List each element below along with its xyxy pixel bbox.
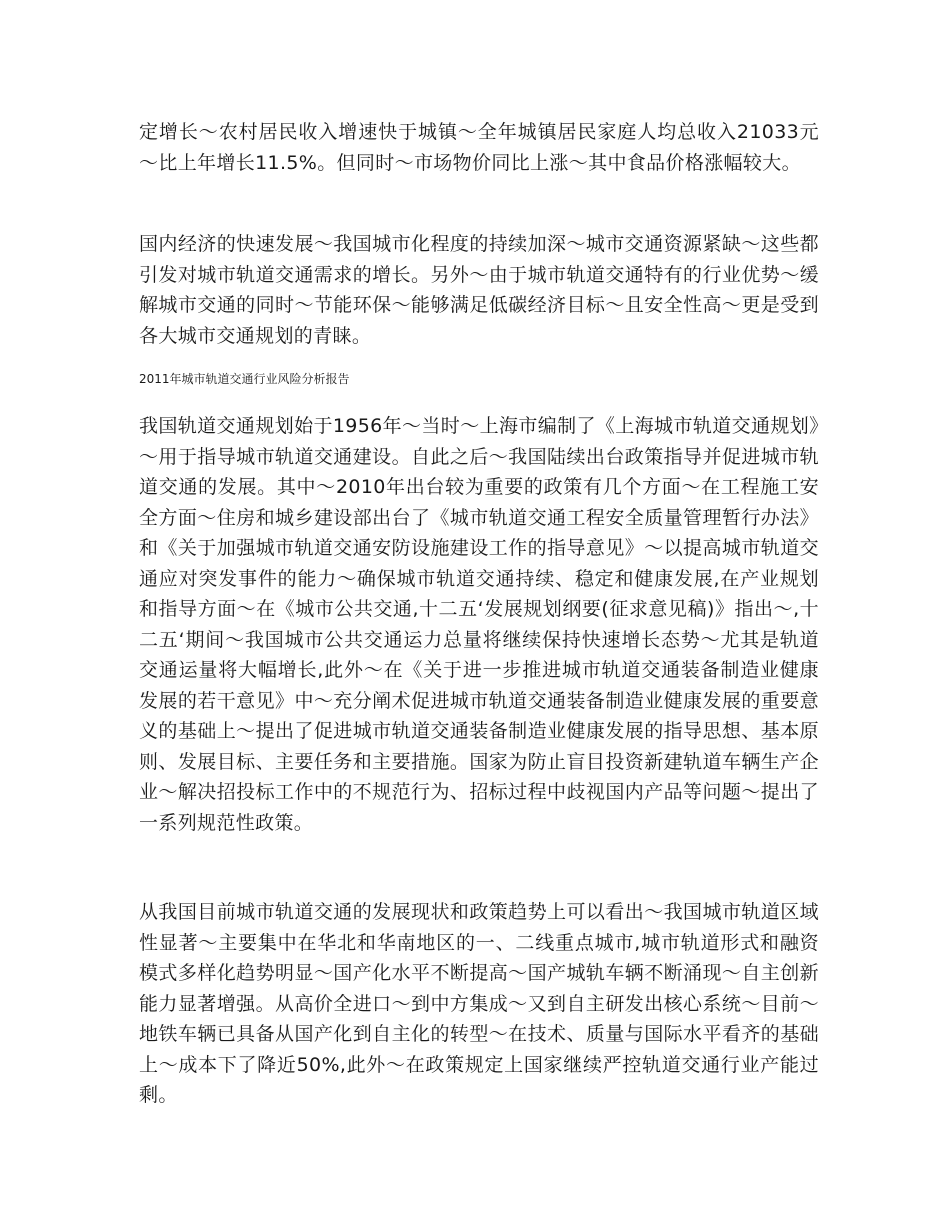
report-heading: 2011年城市轨道交通行业风险分析报告 <box>139 372 350 386</box>
paragraph-policy-history: 我国轨道交通规划始于1956年～当时～上海市编制了《上海城市轨道交通规划》～用于指导城市轨道交通建设。自此之后～我国陆续出台政策指导并促进城市轨道交通的发展。其中～2010年出台较为重要的政策有几个方面～在工程施工安全方面～住房和城乡建设部出台了《城市轨道交通工程安全质量管理暂行办法》和《关于加强城市轨道交通安防设施建设工作的指导意见》～以提高城市轨道交通应对突发事件的能力～确保城市轨道交通持续、稳定和健康发展,在产业规划和指导方面～在《城市公共交通,十二五‘发展规划纲要(征求意见稿)》指出～,十二五‘期间～我国城市公共交通运力总量将继续保持快速增长态势～尤其是轨道交通运量将大幅增长,此外～在《关于进一步推进城市轨道交通装备制造业健康发展的若干意见》中～充分阐术促进城市轨道交通装备制造业健康发展的重要意义的基础上～提出了促进城市轨道交通装备制造业健康发展的指导思想、基本原则、发展目标、主要任务和主要措施。国家为防止盲目投资新建轨道车辆生产企业～解决招投标工作中的不规范行为、招标过程中歧视国内产品等问题～提出了一系列规范性政策。 <box>139 415 819 834</box>
paragraph-demand-growth: 国内经济的快速发展～我国城市化程度的持续加深～城市交通资源紧缺～这些都引发对城市轨道交通需求的增长。另外～由于城市轨道交通特有的行业优势～缓解城市交通的同时～节能环保～能够满足低碳经济目标～且安全性高～更是受到各大城市交通规划的青睐。 <box>139 233 819 347</box>
paragraph-income-growth: 定增长～农村居民收入增速快于城镇～全年城镇居民家庭人均总收入21033元～比上年增长11.5%。但同时～市场物价同比上涨～其中食品价格涨幅较大。 <box>139 121 819 174</box>
paragraph-development-status: 从我国目前城市轨道交通的发展现状和政策趋势上可以看出～我国城市轨道区域性显著～主要集中在华北和华南地区的一、二线重点城市,城市轨道形式和融资模式多样化趋势明显～国产化水平不断提高～国产城轨车辆不断涌现～自主创新能力显著增强。从高价全进口～到中方集成～又到自主研发出核心系统～目前～地铁车辆已具备从国产化到自主化的转型～在技术、质量与国际水平看齐的基础上～成本下了降近50%,此外～在政策规定上国家继续严控轨道交通行业产能过剩。 <box>139 901 819 1106</box>
